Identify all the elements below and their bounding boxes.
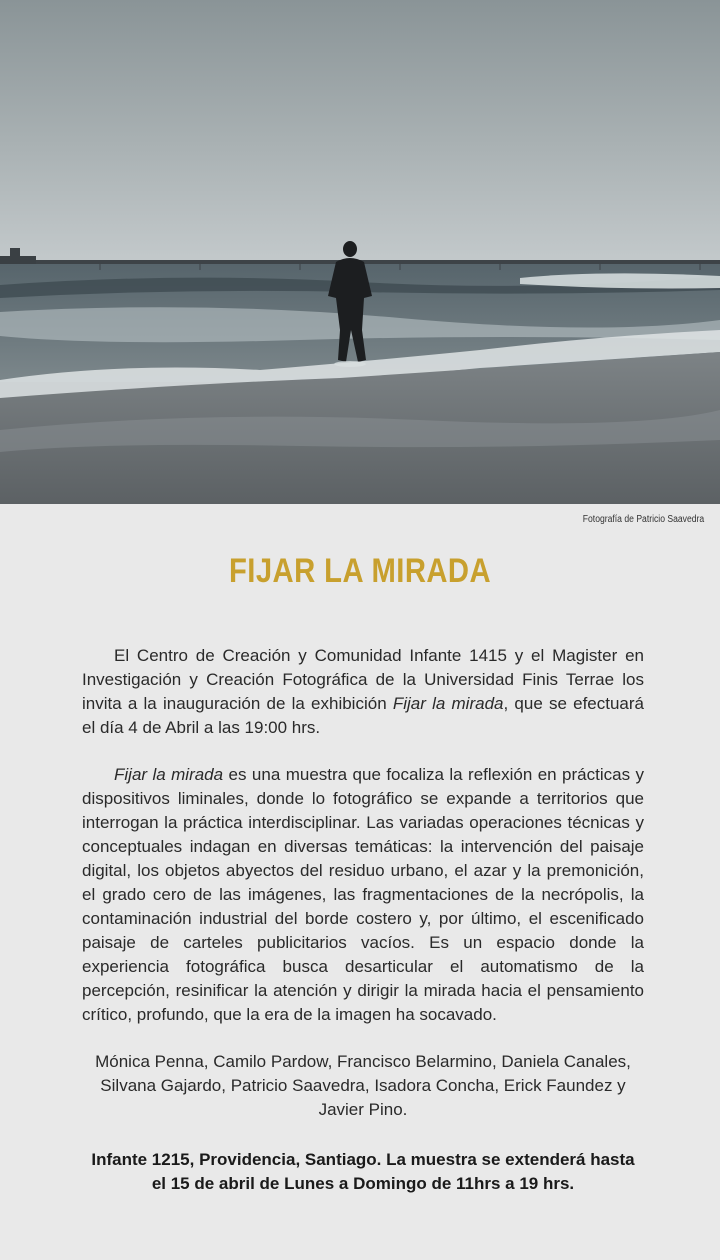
pier (30, 260, 720, 264)
paragraph1-after: , que se efectuará el día 4 de Abril a las 19:00 hrs. (82, 694, 644, 737)
paragraph1-italic: Fijar la mirada (392, 694, 504, 713)
invitation-paragraph (82, 644, 644, 740)
paragraph2-italic: Fijar la mirada (114, 765, 224, 784)
beach-photo (0, 0, 720, 504)
page-title: FIJAR LA MIRADA (228, 552, 492, 590)
paragraph2-after: es una muestra que focaliza la reflexión en prácticas y dispositivos liminales, donde lo fotográfico se expande a territorios que interrogan la práctica interdisciplinar. Las variadas operaciones técnicas y conceptuales indagan en diversas temáticas: la intervención del paisaje digital, los objetos abyectos del residuo urbano, el azar y la premonición, el grado cero de las imágenes, las fragmentaciones de la necrópolis, la contaminación industrial del borde costero y, por último, el escenificado paisaje de carteles publicitarios vacíos. Es un espacio donde la experiencia fotográfica busca desarticular el automatismo de la percepción, resinificar la atención y dirigir la mirada hacia el pensamiento crítico, profundo, que la era de la imagen ha socavado. (82, 765, 644, 1024)
address-info: Infante 1215, Providencia, Santiago. La muestra se extenderá hasta el 15 de abril de Lunes a Domingo de 11hrs a 19 hrs. (91, 1150, 635, 1193)
paragraph1-before: El Centro de Creación y Comunidad Infante 1415 y el Magister en Investigación y Creación Fotográfica de la Universidad Finis Terrae los invita a la inauguración de la exhibición (82, 646, 644, 713)
photo-credit: Fotografía de Patricio Saavedra (582, 514, 704, 525)
description-paragraph (82, 763, 644, 1027)
artists-list: Mónica Penna, Camilo Pardow, Francisco Belarmino, Daniela Canales, Silvana Gajardo, Patricio Saavedra, Isadora Concha, Erick Faundez y Javier Pino. (95, 1052, 631, 1119)
beach-photo-illustration (0, 0, 720, 504)
